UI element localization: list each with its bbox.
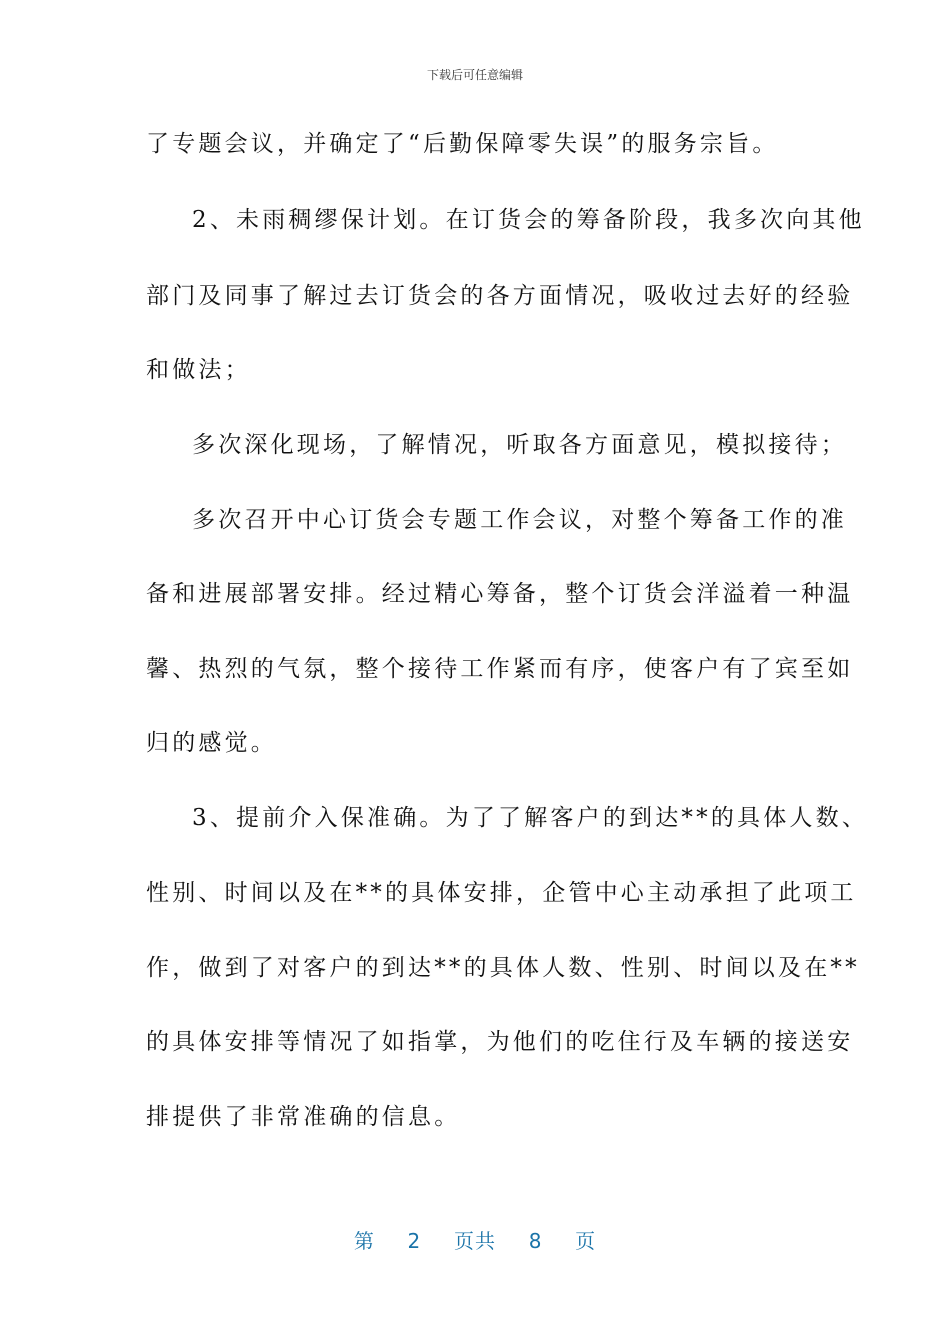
total-pages-number: 8	[528, 1229, 543, 1253]
paragraph-line: 排提供了非常准确的信息。	[146, 1104, 461, 1130]
paragraph-line: 多次深化现场，了解情况，听取各方面意见，模拟接待；	[192, 432, 847, 458]
page-footer	[0, 1225, 950, 1254]
paragraph-line: 归的感觉。	[146, 730, 277, 756]
paragraph-line: 馨、热烈的气氛，整个接待工作紧而有序，使客户有了宾至如	[146, 656, 854, 682]
paragraph-line: 了专题会议，并确定了“后勤保障零失误”的服务宗旨。	[146, 131, 779, 157]
paragraph-line: 3、提前介入保准确。为了了解客户的到达**的具体人数、	[192, 805, 869, 831]
page-label-mid: 页共	[454, 1229, 496, 1253]
paragraph-line: 2、未雨稠缪保计划。在订货会的筹备阶段，我多次向其他	[192, 207, 865, 233]
paragraph-line: 和做法；	[146, 357, 251, 383]
current-page-number: 2	[407, 1229, 422, 1253]
paragraph-line: 作，做到了对客户的到达**的具体人数、性别、时间以及在**	[146, 955, 860, 981]
page-label-prefix: 第	[353, 1229, 375, 1253]
paragraph-line: 部门及同事了解过去订货会的各方面情况，吸收过去好的经验	[146, 283, 854, 309]
paragraph-line: 性别、时间以及在**的具体安排，企管中心主动承担了此项工	[146, 880, 857, 906]
page-label-suffix: 页	[575, 1229, 597, 1253]
paragraph-line: 的具体安排等情况了如指掌，为他们的吃住行及车辆的接送安	[146, 1029, 854, 1055]
page-header: 下载后可任意编辑	[426, 68, 523, 82]
paragraph-line: 备和进展部署安排。经过精心筹备，整个订货会洋溢着一种温	[146, 581, 854, 607]
paragraph-line: 多次召开中心订货会专题工作会议，对整个筹备工作的准	[192, 507, 847, 533]
